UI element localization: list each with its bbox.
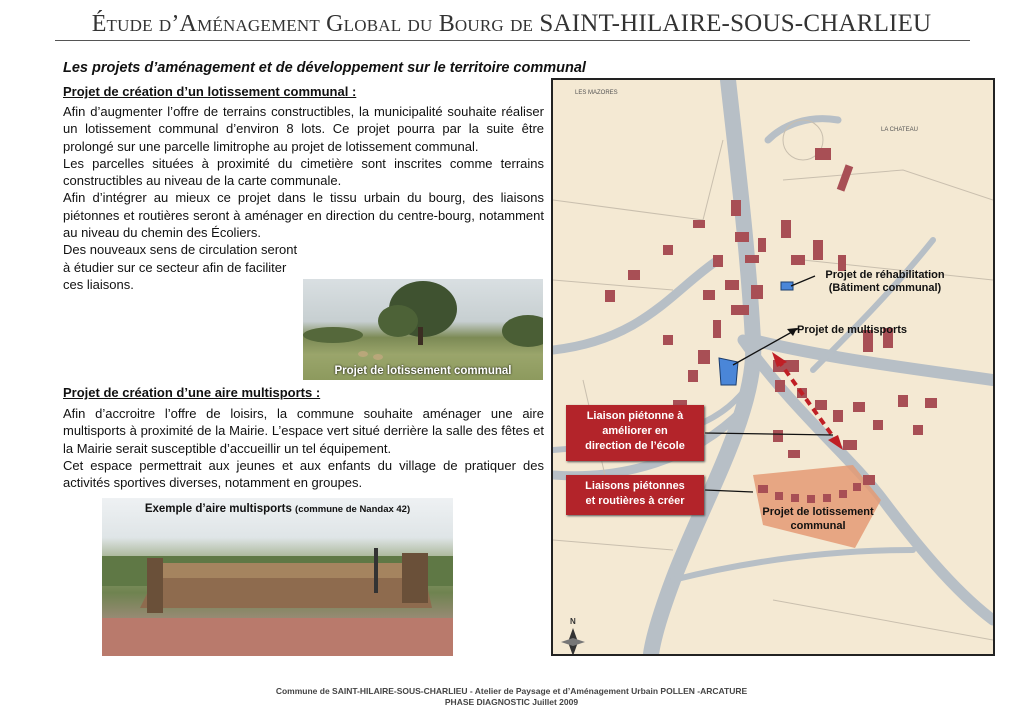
- paragraph: Afin d’accroitre l’offre de loisirs, la commune souhaite aménager une aire multisports à proximité de la Mairie. L’espace vert situé derrière la salle des fêtes et la Mairie serait susceptible d’accueillir un tel équipement.: [63, 406, 544, 456]
- label-lotissement: [748, 505, 888, 533]
- label-line: direction de l’école: [585, 440, 685, 452]
- photo-multisports-scene: [102, 498, 453, 656]
- section-lotissement-heading: Projet de création d’un lotissement communal :: [63, 84, 357, 99]
- label-line: (Bâtiment communal): [828, 282, 942, 294]
- photo-multisports: [102, 498, 453, 656]
- paragraph: Des nouveaux sens de circulation seront à étudier sur ce secteur afin de faciliter ces liaisons.: [63, 242, 298, 292]
- north-compass: [561, 628, 585, 654]
- label-line: et routières à créer: [585, 495, 685, 507]
- section-lotissement-text: [63, 103, 544, 293]
- map-place-label: LA CHATEAU: [881, 127, 918, 133]
- section-multisports-text: [63, 405, 544, 491]
- paragraph: Afin d’intégrer au mieux ce projet dans le tissu urbain du bourg, des liaisons piétonnes et routières seront à aménager en direction du centre-bourg, notamment au niveau du chemin des Écoliers.: [63, 190, 544, 241]
- footer-line: Commune de SAINT-HILAIRE-SOUS-CHARLIEU - Atelier de Paysage et d’Aménagement Urbain POLLEN -ARCATURE: [275, 686, 748, 696]
- map-drawing: [553, 80, 993, 654]
- multisports-site: [719, 358, 738, 385]
- north-label: N: [570, 617, 576, 626]
- label-line: communal: [790, 520, 846, 532]
- page-subtitle: Les projets d’aménagement et de développement sur le territoire communal: [63, 60, 586, 76]
- title-divider: [55, 40, 970, 41]
- paragraph: Afin d’augmenter l’offre de terrains constructibles, la municipalité souhaite réaliser un lotissement communal d’environ 8 lots. Ce projet pourra par la suite être prolongé sur une parcelle limitrophe au projet de lotissement communal.: [63, 104, 544, 154]
- map-place-label: LES MAZORES: [575, 90, 618, 96]
- label-line: Liaisons piétonnes: [585, 480, 685, 492]
- photo-lotissement: [303, 279, 543, 380]
- label-line: Projet de lotissement: [762, 506, 874, 518]
- paragraph: Cet espace permettrait aux jeunes et aux enfants du village de pratiquer des activités sportives diverses, notamment en groupes.: [63, 457, 544, 491]
- section-multisports-heading: Projet de création d’une aire multisports :: [63, 385, 321, 400]
- caption-note: (commune de Nandax 42): [295, 504, 411, 515]
- caption-main: Exemple d’aire multisports: [144, 503, 292, 515]
- bourg-map: [551, 78, 995, 656]
- callout-liaisons-a-creer: [566, 475, 704, 515]
- multisports-arrow-head: [787, 328, 797, 336]
- page-footer: [0, 686, 1023, 708]
- photo-lotissement-caption: Projet de lotissement communal: [334, 365, 512, 377]
- label-multisports: Projet de multisports: [797, 324, 908, 336]
- label-rehabilitation: [815, 269, 955, 295]
- title-prefix: Étude d’Aménagement Global du Bourg de: [91, 11, 534, 37]
- label-line: Projet de réhabilitation: [825, 269, 945, 281]
- title-commune: SAINT-HILAIRE-SOUS-CHARLIEU: [539, 10, 932, 37]
- footer-line: PHASE DIAGNOSTIC Juillet 2009: [444, 697, 579, 707]
- label-line: Liaison piétonne à: [586, 410, 684, 422]
- page-title: [0, 10, 1023, 38]
- label-line: améliorer en: [602, 425, 668, 437]
- photo-multisports-caption: [102, 503, 453, 515]
- paragraph: Les parcelles situées à proximité du cimetière sont inscrites comme terrains constructibles au niveau de la carte communale.: [63, 155, 544, 189]
- callout-liaison-ecole: [566, 405, 704, 461]
